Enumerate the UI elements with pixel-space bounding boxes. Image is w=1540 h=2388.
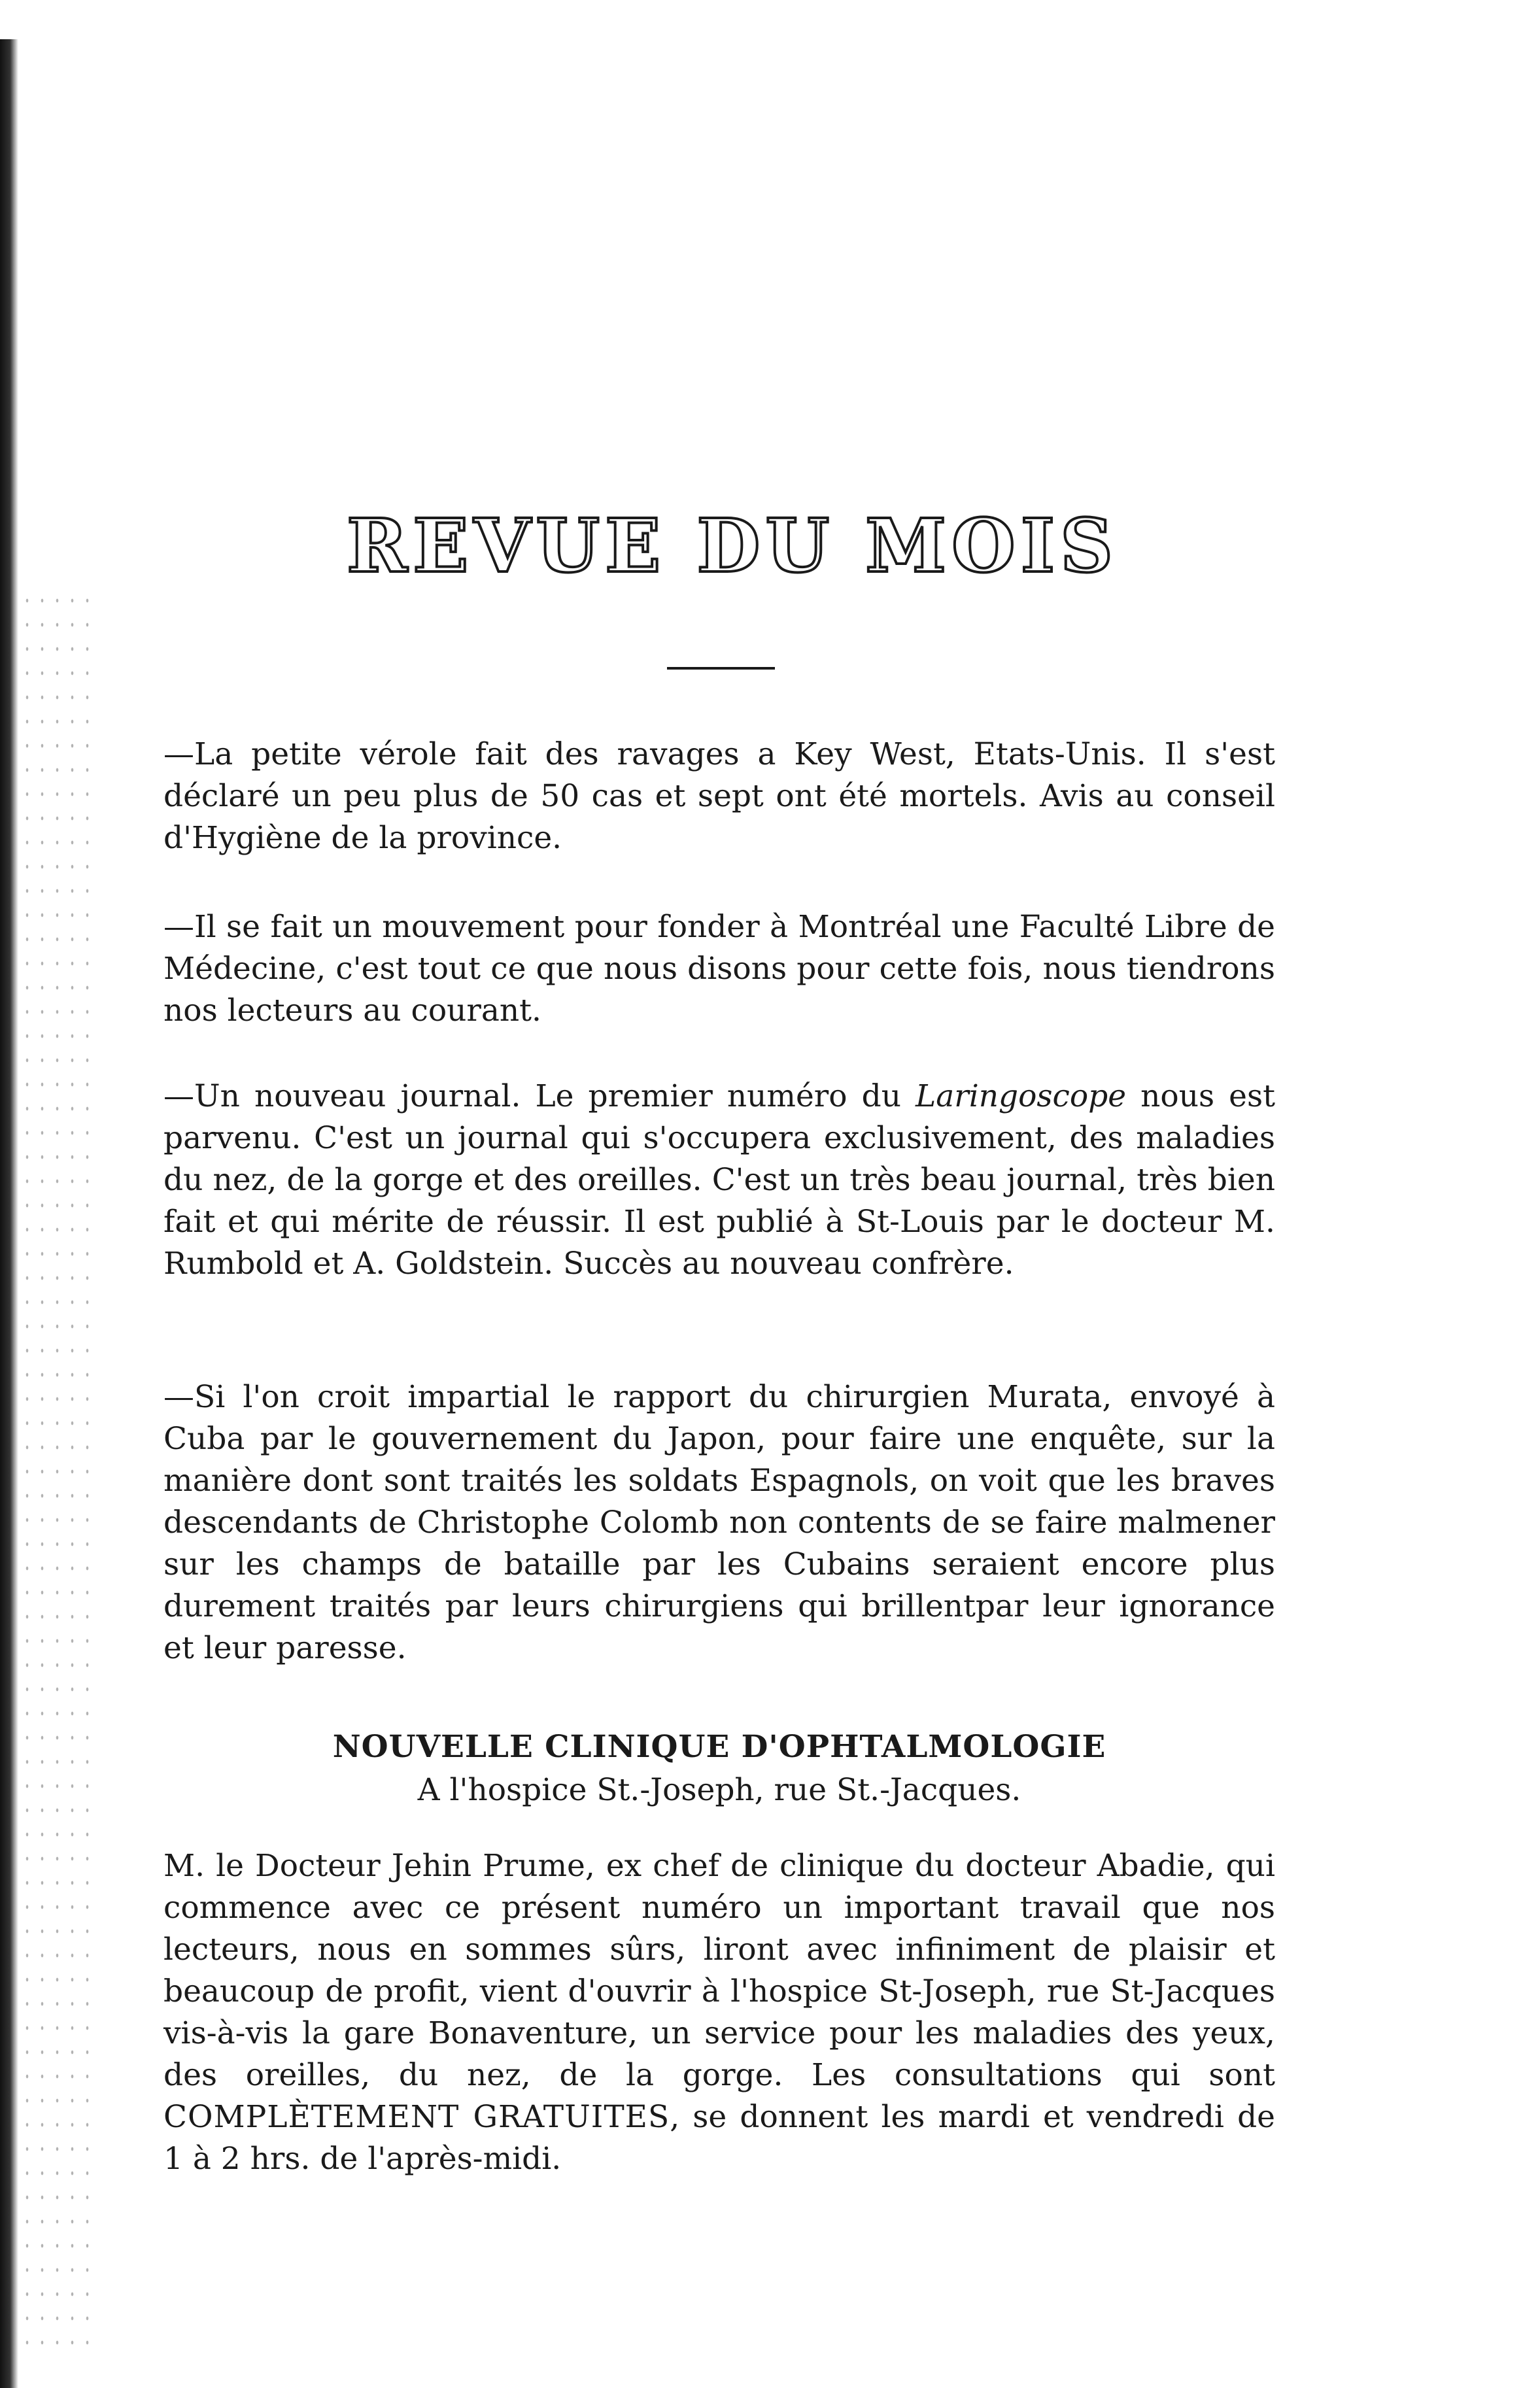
page-title: REVUE DU MOIS	[347, 503, 1118, 589]
section-heading: NOUVELLE CLINIQUE D'OPHTALMOLOGIE	[332, 1729, 1106, 1765]
clinic-text-after: , se donnent les mardi et vendredi de 1 à 2 hrs. de l'après-midi.	[163, 2099, 1276, 2177]
news-paragraph-journal	[163, 1076, 1275, 1285]
page-binding-edge	[0, 39, 18, 2388]
news-paragraph-cuba: —Si l'on croit impartial le rapport du chirurgien Murata, envoyé à Cuba par le gouvernement du Japon, pour faire une enquête, sur la manière dont sont traités les soldats Espagnols, on voit que les braves descendants de Christophe Colomb non contents de se faire malmener sur les champs de bataille par les Cubains seraient encore plus durement traités par leurs chirurgiens qui brillentpar leur ignorance et leur paresse.	[163, 1379, 1275, 1666]
section-subheading: A l'hospice St.-Joseph, rue St.-Jacques.	[417, 1772, 1021, 1808]
journal-name: Laringoscope	[915, 1078, 1127, 1114]
clinic-paragraph	[163, 1845, 1275, 2180]
journal-text-before: —Un nouveau journal. Le premier numéro du	[163, 1078, 916, 1114]
clinic-free-emphasis: COMPLÈTEMENT GRATUITES	[163, 2099, 670, 2135]
scan-speckle	[20, 588, 92, 2354]
news-paragraph-faculty: —Il se fait un mouvement pour fonder à Montréal une Faculté Libre de Médecine, c'est tout ce que nous disons pour cette fois, nous tiendrons nos lecteurs au courant.	[163, 909, 1275, 1029]
title-rule	[667, 667, 775, 670]
news-paragraph-smallpox: —La petite vérole fait des ravages a Key West, Etats-Unis. Il s'est déclaré un peu plus de 50 cas et sept ont été mortels. Avis au conseil d'Hygiène de la province.	[163, 736, 1275, 856]
journal-text-after: nous est parvenu. C'est un journal qui s'occupera exclusivement, des maladies du nez, de la gorge et des oreilles. C'est un très beau journal, très bien fait et qui mérite de réussir. Il est publié à St-Louis par le docteur M. Rumbold et A. Goldstein. Succès au nouveau confrère.	[163, 1078, 1275, 1282]
clinic-text-before: M. le Docteur Jehin Prume, ex chef de clinique du docteur Abadie, qui commence avec ce présent numéro un important travail que nos lecteurs, nous en sommes sûrs, liront avec infiniment de plaisir et beaucoup de profit, vient d'ouvrir à l'hospice St-Joseph, rue St-Jacques vis-à-vis la gare Bonaventure, un service pour les maladies des yeux, des oreilles, du nez, de la gorge. Les consultations qui sont	[163, 1848, 1275, 2093]
